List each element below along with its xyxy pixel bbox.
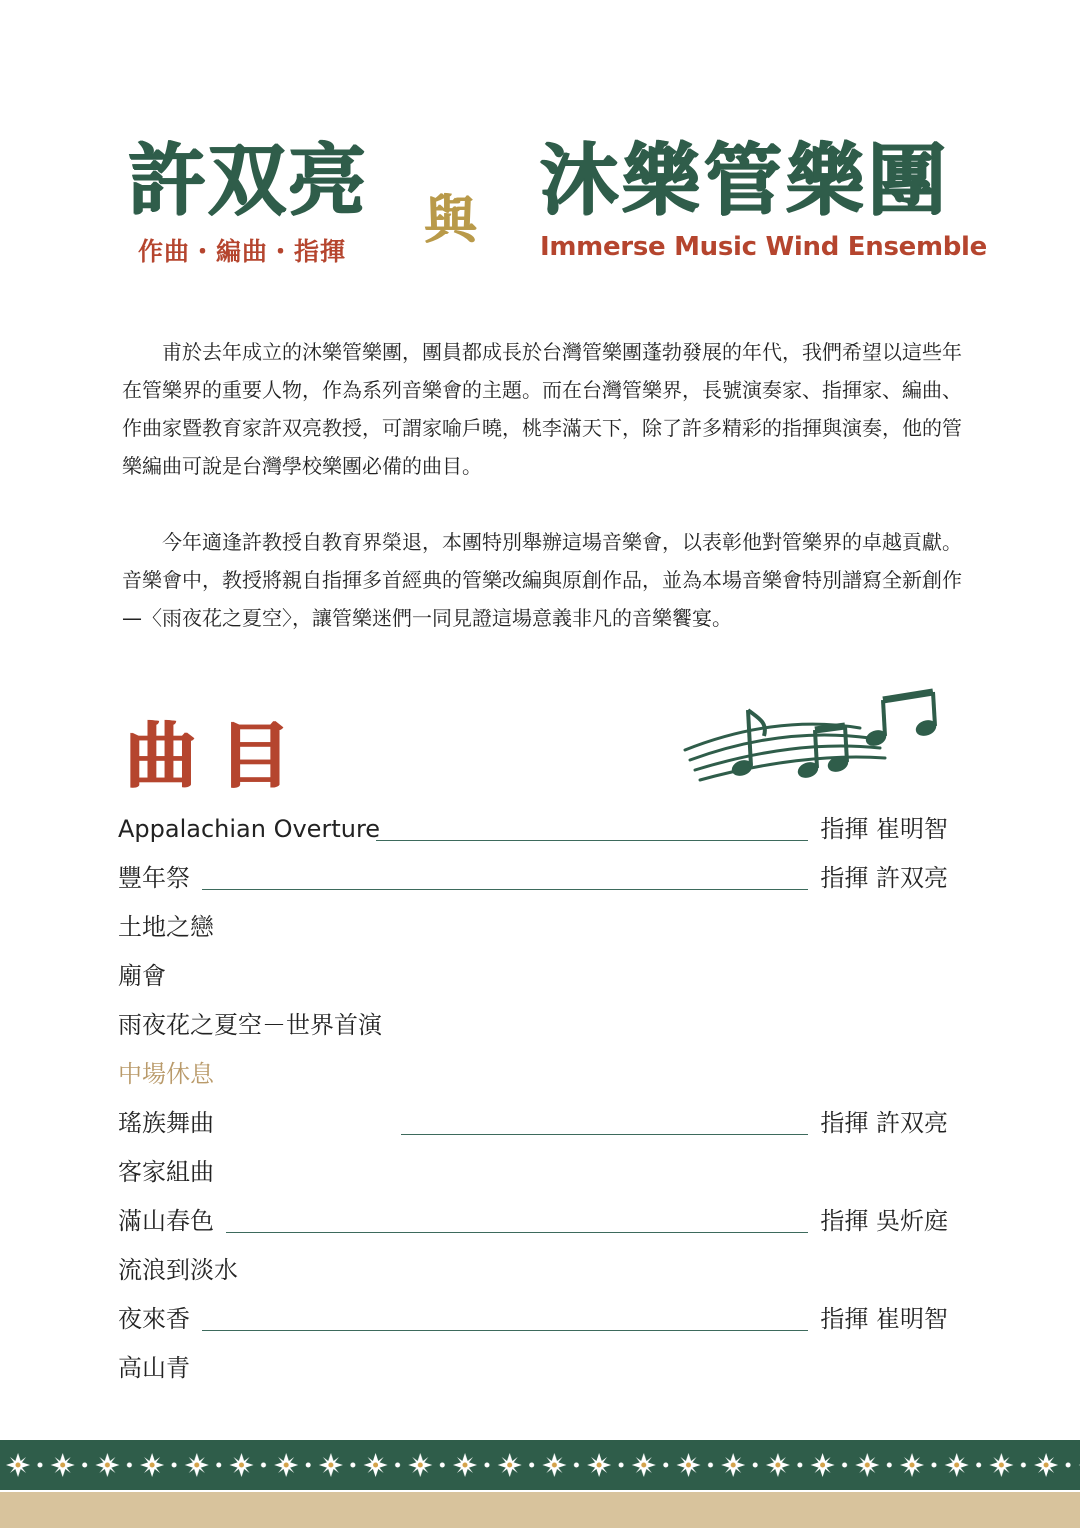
leader-line	[202, 1330, 808, 1331]
work-title: 雨夜花之夏空－世界首演	[118, 1011, 382, 1039]
intro-text-2: 今年適逢許教授自教育界榮退，本團特別舉辦這場音樂會，以表彰他對管樂界的卓越貢獻。音樂會中，教授將親自指揮多首經典的管樂改編與原創作品，並為本場音樂會特別譜寫全新創作—〈雨夜花之夏空〉，讓管樂迷們一同見證這場意義非凡的音樂饗宴。	[122, 530, 962, 630]
conductor-label: 指揮 崔明智	[820, 1305, 948, 1333]
ensemble-name-en: Immerse Music Wind Ensemble	[540, 232, 988, 262]
program-item	[118, 1151, 948, 1191]
composer-name: 許双亮	[128, 136, 369, 226]
conductor-label: 指揮 吳炘庭	[820, 1207, 948, 1235]
conductor-label: 指揮 許双亮	[820, 1109, 948, 1137]
decorative-border	[0, 1440, 1080, 1490]
work-title: 土地之戀	[118, 913, 214, 941]
work-title: 夜來香	[118, 1305, 190, 1333]
intro-paragraph-1	[122, 333, 972, 485]
footer-bar	[0, 1492, 1080, 1528]
program-item	[118, 1298, 948, 1338]
program-item	[118, 1200, 948, 1240]
work-title: 滿山春色	[118, 1207, 214, 1235]
leader-line	[401, 1134, 808, 1135]
connector: 與	[424, 191, 477, 251]
ensemble-name-zh: 沐樂管樂團	[540, 136, 951, 226]
program-title: 曲目	[125, 714, 314, 798]
ensemble-block	[540, 136, 988, 262]
music-notes-icon	[680, 688, 950, 788]
work-title: 高山青	[118, 1354, 190, 1382]
program-item	[118, 808, 948, 848]
intermission-item	[118, 1053, 948, 1093]
program-item	[118, 906, 948, 946]
work-title: 豐年祭	[118, 864, 190, 892]
intro-paragraph-2	[122, 523, 972, 637]
work-title: 客家組曲	[118, 1158, 214, 1186]
composer-roles: 作曲・編曲・指揮	[138, 237, 347, 266]
program-item	[118, 1102, 948, 1142]
work-title: 廟會	[118, 962, 166, 990]
program-item	[118, 1347, 948, 1387]
leader-line	[202, 889, 808, 890]
leader-line	[226, 1232, 808, 1233]
intro-text-1: 甫於去年成立的沐樂管樂團，團員都成長於台灣管樂團蓬勃發展的年代，我們希望以這些年在管樂界的重要人物，作為系列音樂會的主題。而在台灣管樂界，長號演奏家、指揮家、編曲、作曲家暨教育家許双亮教授，可謂家喻戶曉，桃李滿天下，除了許多精彩的指揮與演奏，他的管樂編曲可說是台灣學校樂團必備的曲目。	[122, 340, 962, 478]
name-block	[128, 136, 369, 268]
conductor-label: 指揮 崔明智	[820, 815, 948, 843]
leader-line	[376, 840, 808, 841]
program-item	[118, 857, 948, 897]
work-title: 流浪到淡水	[118, 1256, 238, 1284]
work-title: Appalachian Overture	[118, 815, 381, 843]
program-item	[118, 1004, 948, 1044]
intermission-label: 中場休息	[118, 1060, 214, 1088]
program-item	[118, 1249, 948, 1289]
program-item	[118, 955, 948, 995]
work-title: 瑤族舞曲	[118, 1109, 214, 1137]
conductor-label: 指揮 許双亮	[820, 864, 948, 892]
